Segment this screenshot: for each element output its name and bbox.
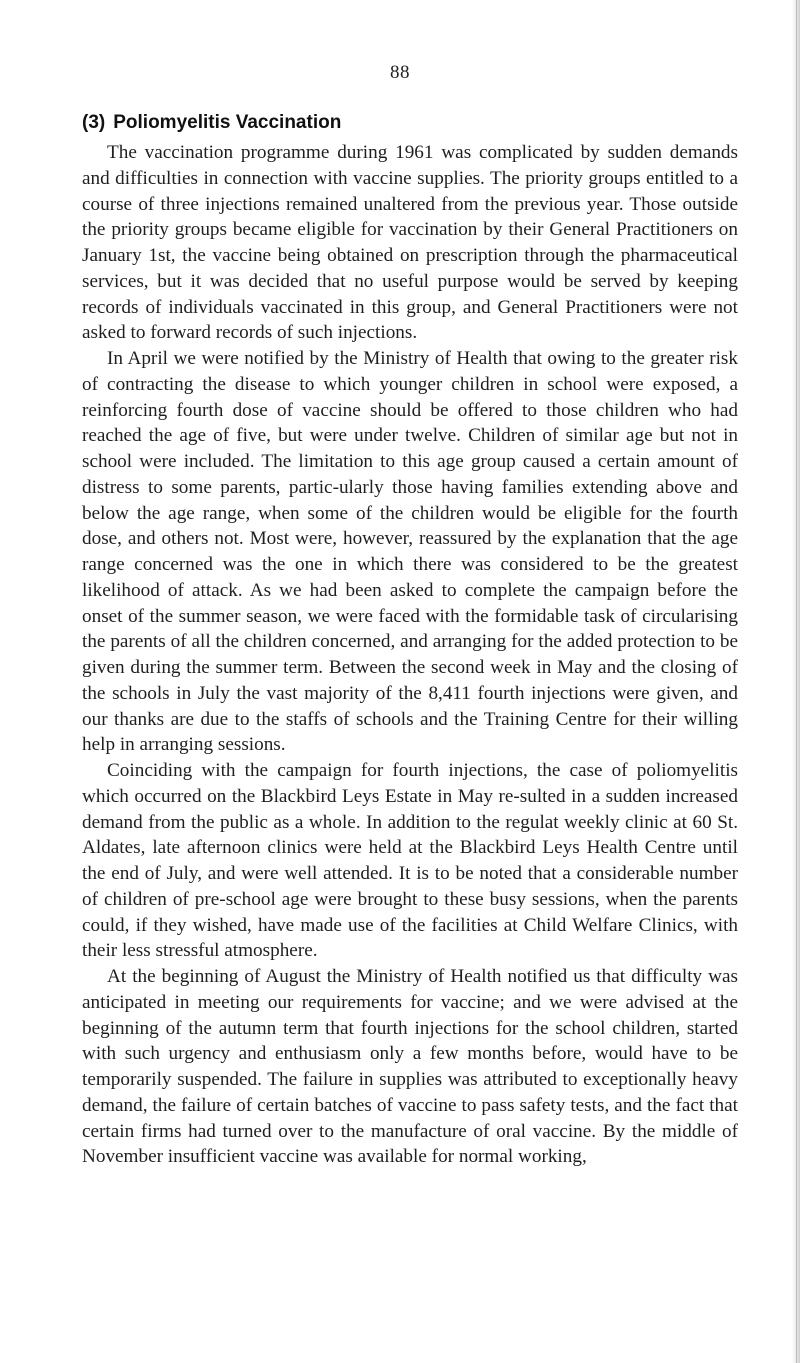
section-number: (3) <box>82 112 106 133</box>
section-title: Poliomyelitis Vaccination <box>113 112 342 133</box>
paragraph-2: In April we were notified by the Ministry of Health that owing to the greater risk of contracting the disease to which younger children in school were exposed, a reinforcing fourth dose of vaccine should be offered to those children who had reached the age of five, but were under twelve. Children of similar age but not in school were included. The limitation to this age group caused a certain amount of distress to some parents, partic-ularly those having families extending above and below the age range, when some of the children would be eligible for the fourth dose, and others not. Most were, however, reassured by the explanation that the age range concerned was the one in which there was considered to be the greatest likelihood of attack. As we had been asked to complete the campaign before the onset of the summer season, we were faced with the formidable task of circularising the parents of all the children concerned, and arranging for the added protection to be given during the summer term. Between the second week in May and the closing of the schools in July the vast majority of the 8,411 fourth injections were given, and our thanks are due to the staffs of schools and the Training Centre for their willing help in arranging sessions. <box>82 348 738 756</box>
page-number: 88 <box>390 62 410 83</box>
page-content <box>82 110 738 1170</box>
paragraph-4: At the beginning of August the Ministry of Health notified us that difficulty was anticipated in meeting our requirements for vaccine; and we were advised at the beginning of the autumn term that fourth injections for the school children, started with such urgency and enthusiasm only a few months before, would have to be temporarily suspended. The failure in supplies was attributed to exceptionally heavy demand, the failure of certain batches of vaccine to pass safety tests, and the fact that certain firms had turned over to the manufacture of oral vaccine. By the middle of November insufficient vaccine was available for normal working, <box>82 966 738 1168</box>
section-heading <box>82 110 738 136</box>
paragraph-3: Coinciding with the campaign for fourth injections, the case of poliomyelitis which occurred on the Blackbird Leys Estate in May re-sulted in a sudden increased demand from the public as a whole. In addition to the regulat weekly clinic at 60 St. Aldates, late afternoon clinics were held at the Blackbird Leys Health Centre until the end of July, and were well attended. It is to be noted that a considerable number of children of pre-school age were brought to these busy sessions, when the parents could, if they wished, have made use of the facilities at Child Welfare Clinics, with their less stressful atmosphere. <box>82 760 738 962</box>
paragraph-1: The vaccination programme during 1961 was complicated by sudden demands and difficulties in connection with vaccine supplies. The priority groups entitled to a course of three injections remained unaltered from the previous year. Those outside the priority groups became eligible for vaccination by their General Practitioners on January 1st, the vaccine being obtained on prescription through the pharmaceutical services, but it was decided that no useful purpose would be served by keeping records of individuals vaccinated in this group, and General Practitioners were not asked to forward records of such injections. <box>82 142 738 344</box>
page-edge-line <box>796 0 797 1363</box>
